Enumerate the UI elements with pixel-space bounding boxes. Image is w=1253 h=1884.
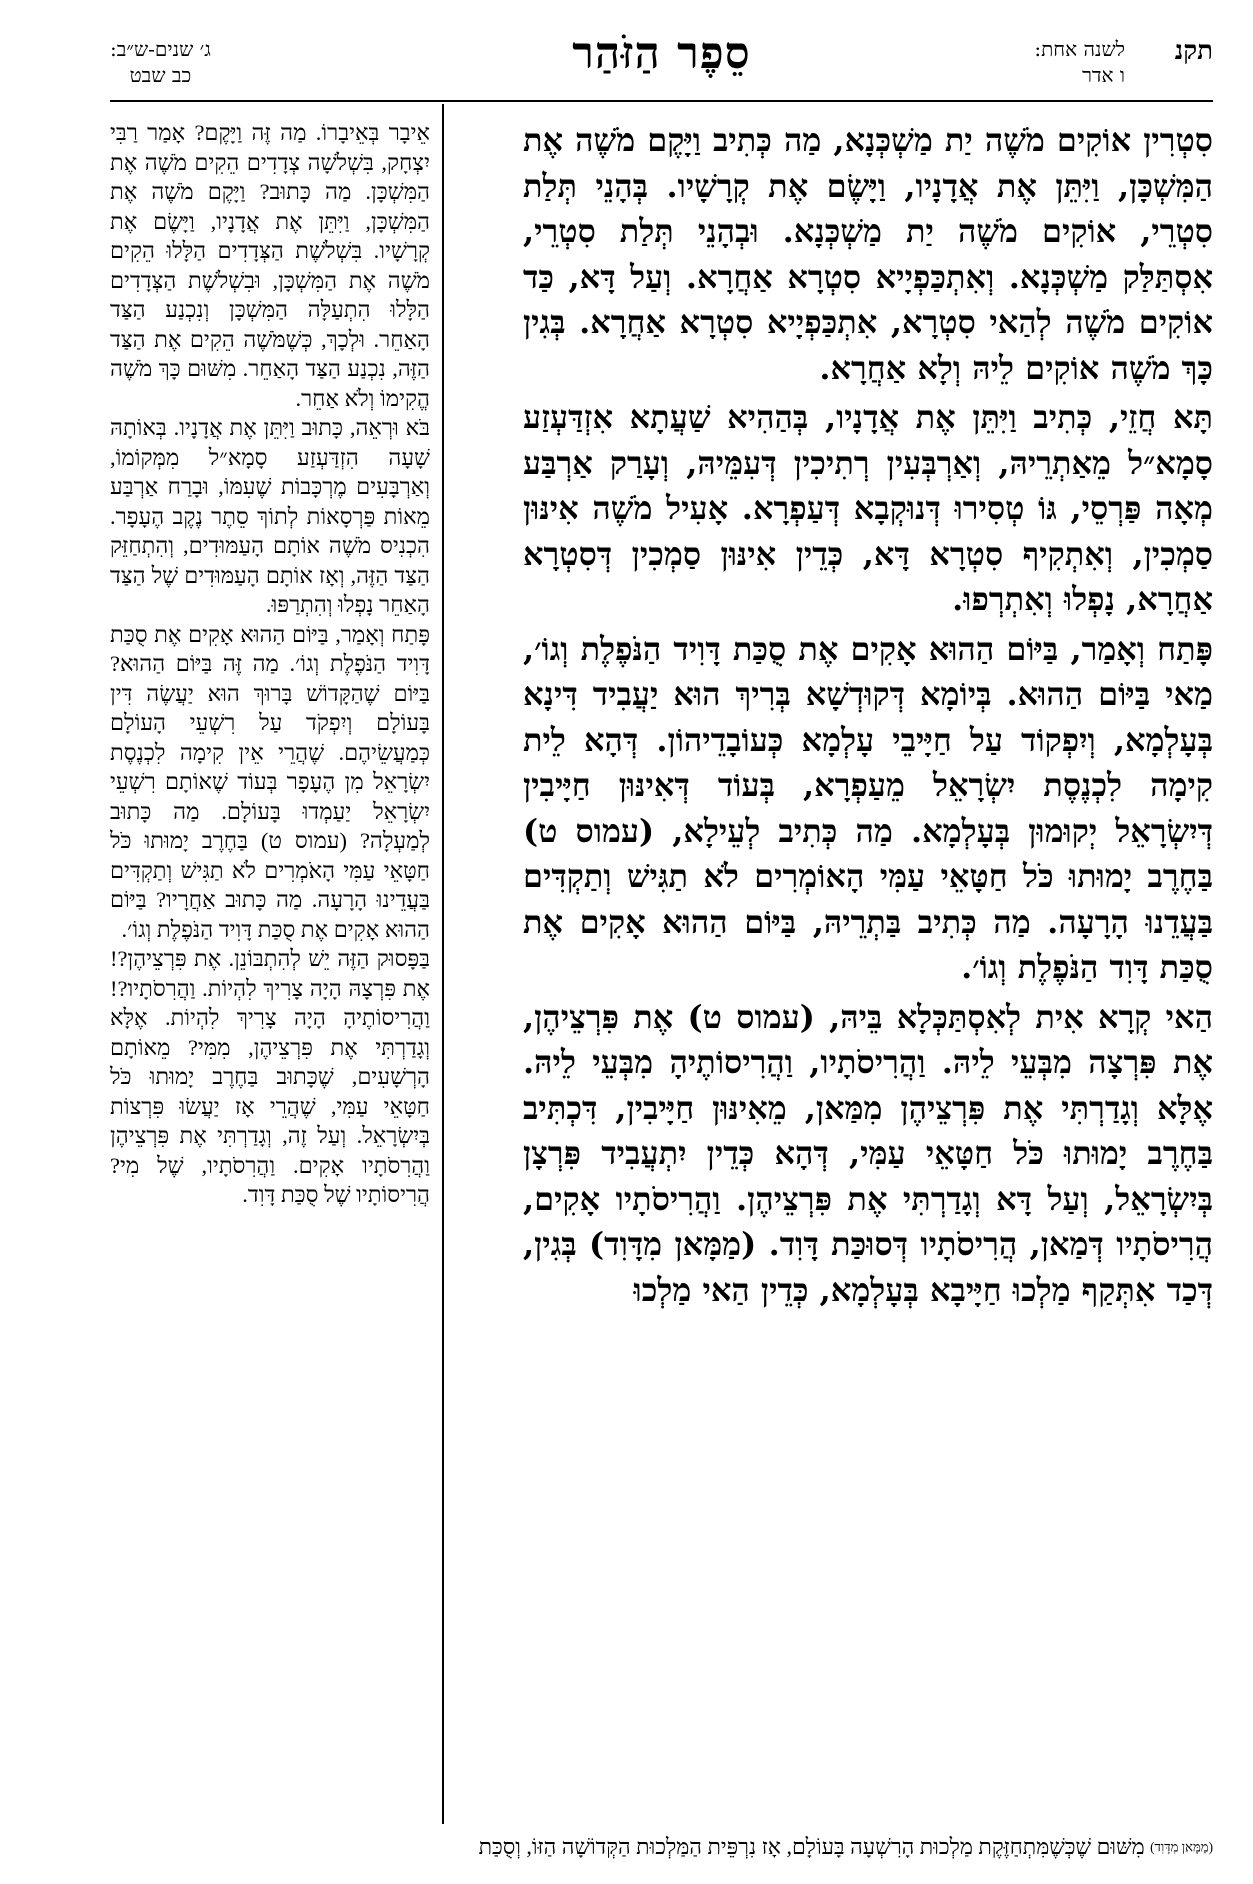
main-paragraph-4: הַאי קְרָא אִית לְאִסְתַּכְּלָא בֵּיהּ, (עמוס ט) אֶת פִּרְצֵיהֶן, אֶת פִּרְצָה מִבְּעֵי לֵיהּ. וַהֲרִיסֹתָיו, וַהֲרִיסוֹתֶיהָ מִבְּעֵי לֵיהּ. אֶלָּא וְגָדַרְתִּי אֶת פִּרְצֵיהֶן מִמַּאן, מֵאִינּוּן חַיָּיבִין, דִּכְתִּיב בַּחֶרֶב יָמוּתוּ כֹּל חַטָּאֵי עַמִּי, דְּהָא כְּדֵין יִתְעֲבִיד פִּרְצָן בְּיִשְׂרָאֵל, וְעַל דָּא וְגָדַרְתִּי אֶת פִּרְצֵיהֶן. וַהֲרִיסֹתָיו אָקִים, הֲרִיסֹתָיו דְּמַאן, הֲרִיסֹתָיו דְּסוּכַּת דָּוִד. (מַמָּאן מִדָּוִד) בְּגִין, דְּכַד אִתְּקַף מַלְכוּ חַיָּיבָא בְּעָלְמָא, כְּדֵין הַאי מַלְכוּ	[523, 997, 1213, 1309]
footer-reference: (מַמָּאן מִדָּוִד)	[1150, 1839, 1213, 1855]
aramaic-text-column	[523, 118, 1213, 1818]
study-schedule-cycle	[110, 36, 211, 88]
footer-translation-line	[80, 1832, 1213, 1862]
page-header	[110, 28, 1213, 96]
footer-text: מִשּׁוּם שֶׁכְּשֶׁמִּתְחַזֶּקֶת מַלְכוּת הָרִשְׁעָה בָּעוֹלָם, אָז נִרְפֵּית הַמַּלְכוּת הַקְּדוֹשָׁה הַזּוֹ, וְסֻכַּת	[478, 1834, 1145, 1859]
study-year-date: ו אדר	[1082, 63, 1125, 87]
side-paragraph-2: בֹּא וּרְאֵה, כָּתוּב וַיִּתֵּן אֶת אֲדָנָיו. בְּאוֹתָהּ שָׁעָה הִזְדַּעְזַע סָמָא״ל מִמְּקוֹמוֹ, וְאַרְבָּעִים מֶרְכָּבוֹת שֶׁעִמּוֹ, וּבָרַח אַרְבַּע מֵאוֹת פַּרְסָאוֹת לְתוֹךְ סֵתֶר נֶקֶב הֶעָפָר. הִכְנִיס מֹשֶׁה אוֹתָם הָעַמּוּדִים, וְהִתְחַזֵּק הַצַּד הַזֶּה, וְאָז אוֹתָם הָעַמּוּדִים שֶׁל הַצַּד הָאַחֵר נָפְלוּ וְהִתְרַפּוּ.	[110, 415, 430, 617]
header-rule	[110, 100, 1213, 102]
column-divider	[442, 104, 444, 1824]
study-year-label: לשנה אחת:	[1034, 37, 1125, 61]
study-cycle-label: ג׳ שנים-ש״ב:	[110, 37, 211, 61]
page-number: תקנ	[1174, 36, 1213, 66]
side-paragraph-4: בַּפָּסוּק הַזֶּה יֵשׁ לְהִתְבּוֹנֵן. אֶת פִּרְצֵיהֶן?! אֶת פִּרְצָהּ הָיָה צָרִיךְ לִהְיוֹת. וַהֲרִסֹתָיו?! וַהֲרִיסוֹתֶיהָ הָיָה צָרִיךְ לִהְיוֹת. אֶלָּא וְגָדַרְתִּי אֶת פִּרְצֵיהֶן, מִמִּי? מֵאוֹתָם הָרְשָׁעִים, שֶׁכָּתוּב בַּחֶרֶב יָמוּתוּ כֹּל חַטָּאֵי עַמִּי, שֶׁהֲרֵי אָז יַעֲשׂוּ פִּרְצוֹת בְּיִשְׂרָאֵל. וְעַל זֶה, וְגָדַרְתִּי אֶת פִּרְצֵיהֶן וַהֲרִסֹתָיו אָקִים. וַהֲרִסֹתָיו, שֶׁל מִי? הֲרִיסוֹתָיו שֶׁל סֻכַּת דָּוִד.	[110, 946, 430, 1207]
hebrew-translation-column	[110, 118, 430, 1818]
study-cycle-date: כב שבט	[129, 63, 192, 87]
side-paragraph-3: פָּתַח וְאָמַר, בַּיּוֹם הַהוּא אָקִים אֶת סֻכַּת דָּוִיד הַנֹּפֶלֶת וְגוֹ׳. מַה זֶּה בַּיּוֹם הַהוּא? בַּיּוֹם שֶׁהַקָּדוֹשׁ בָּרוּךְ הוּא יַעֲשֶׂה דִּין בָּעוֹלָם וְיִפְקֹד עַל רִשְׁעֵי הָעוֹלָם כְּמַעֲשֵׂיהֶם. שֶׁהֲרֵי אֵין קִימָה לִכְנֶסֶת יִשְׂרָאֵל מִן הֶעָפָר בְּעוֹד שֶׁאוֹתָם רִשְׁעֵי יִשְׂרָאֵל יַעַמְדוּ בָּעוֹלָם. מַה כָּתוּב לְמַעְלָה? (עמוס ט) בַּחֶרֶב יָמוּתוּ כֹּל חַטָּאֵי עַמִּי הָאֹמְרִים לֹא תַגִּישׁ וְתַקְדִּים בַּעֲדֵינוּ הָרָעָה. מַה כָּתוּב אַחֲרָיו? בַּיּוֹם הַהוּא אָקִים אֶת סֻכַּת דָּוִיד הַנֹּפֶלֶת וְגוֹ׳.	[110, 621, 430, 942]
main-paragraph-1: סִטְרִין אוֹקִים מֹשֶׁה יַת מַשְׁכְּנָא, מַה כְּתִיב וַיָּקֶם מֹשֶׁה אֶת הַמִּשְׁכָּן, וַיִּתֵּן אֶת אֲדָנָיו, וַיָּשֶׂם אֶת קְרָשָׁיו. בְּהָנֵי תְּלַת סִטְרֵי, אוֹקִים מֹשֶׁה יַת מַשְׁכְּנָא. וּבְהָנֵי תְּלַת סִטְרֵי, אִסְתַּלַּק מַשְׁכְּנָא. וְאִתְכַּפְיָיא סִטְרָא אַחֲרָא. וְעַל דָּא, כַּד אוֹקִים מֹשֶׁה לְהַאי סִטְרָא, אִתְכַּפְיָיא סִטְרָא אַחֲרָא. בְּגִין כָּךְ מֹשֶׁה אוֹקִים לֵיהּ וְלָא אַחֲרָא.	[523, 121, 1213, 387]
main-paragraph-2: תָּא חֲזֵי, כְּתִיב וַיִּתֵּן אֶת אֲדָנָיו, בְּהַהִיא שַׁעֲתָא אִזְדַּעְזַע סָמָא״ל מֵאַתְרֵיהּ, וְאַרְבְּעִין רְתִיכִין דְּעִמֵּיהּ, וְעָרַק אַרְבַּע מְאָה פַּרְסֵי, גּוֹ טְסִירוּ דְּנוּקְבָא דְּעַפְרָא. אָעִיל מֹשֶׁה אִינּוּן סַמְכִין, וְאִתְקִיף סִטְרָא דָּא, כְּדֵין אִינּוּן סַמְכִין דְּסִטְרָא אַחֲרָא, נָפְלוּ וְאִתְרְפוּ.	[523, 398, 1213, 618]
side-paragraph-1: אֵיבָר בְּאֵיבָרוֹ. מַה זֶּה וַיָּקֶם? אָמַר רַבִּי יִצְחָק, בִּשְׁלֹשָׁה צְדָדִים הֵקִים מֹשֶׁה אֶת הַמִּשְׁכָּן. מַה כָּתוּב? וַיָּקֶם מֹשֶׁה אֶת הַמִּשְׁכָּן, וַיִּתֵּן אֶת אֲדָנָיו, וַיָּשֶׂם אֶת קְרָשָׁיו. בִּשְׁלֹשֶׁת הַצְּדָדִים הַלָּלוּ הֵקִים מֹשֶׁה אֶת הַמִּשְׁכָּן, וּבִשְׁלֹשֶׁת הַצְּדָדִים הַלָּלוּ הִתְעַלָּה הַמִּשְׁכָּן וְנִכְנַע הַצַּד הָאַחֵר. וּלְכָךְ, כְּשֶׁמֹּשֶׁה הֵקִים אֶת הַצַּד הַזֶּה, נִכְנַע הַצַּד הָאַחֵר. מִשּׁוּם כָּךְ מֹשֶׁה הֱקִימוֹ וְלֹא אַחֵר.	[110, 120, 430, 411]
book-title: סֵפֶר הַזֹּהַר	[572, 28, 751, 79]
main-paragraph-3: פָּתַח וְאָמַר, בַּיּוֹם הַהוּא אָקִים אֶת סֻכַּת דָּוִיד הַנֹּפֶלֶת וְגוֹ׳, מַאי בַּיּוֹם הַהוּא. בְּיוֹמָא דְּקוּדְשָׁא בְּרִיךְ הוּא יַעֲבִיד דִּינָא בְּעָלְמָא, וְיִפְקוֹד עַל חַיָּיבֵי עָלְמָא כְּעוֹבָדֵיהוֹן. דְּהָא לֵית קִימָה לִכְנֶסֶת יִשְׂרָאֵל מֵעַפְרָא, בְּעוֹד דְּאִינּוּן חַיָּיבִין דְּיִשְׂרָאֵל יְקוּמוּן בְּעָלְמָא. מַה כְּתִיב לְעֵילָא, (עמוס ט) בַּחֶרֶב יָמוּתוּ כֹּל חַטָּאֵי עַמִּי הָאוֹמְרִים לֹא תַגִּישׁ וְתַקְדִּים בַּעֲדֵנוּ הָרָעָה. מַה כְּתִיב בַּתְרֵיהּ, בַּיּוֹם הַהוּא אָקִים אֶת סֻכַּת דָּוִד הַנֹּפֶלֶת וְגוֹ׳.	[523, 629, 1213, 986]
